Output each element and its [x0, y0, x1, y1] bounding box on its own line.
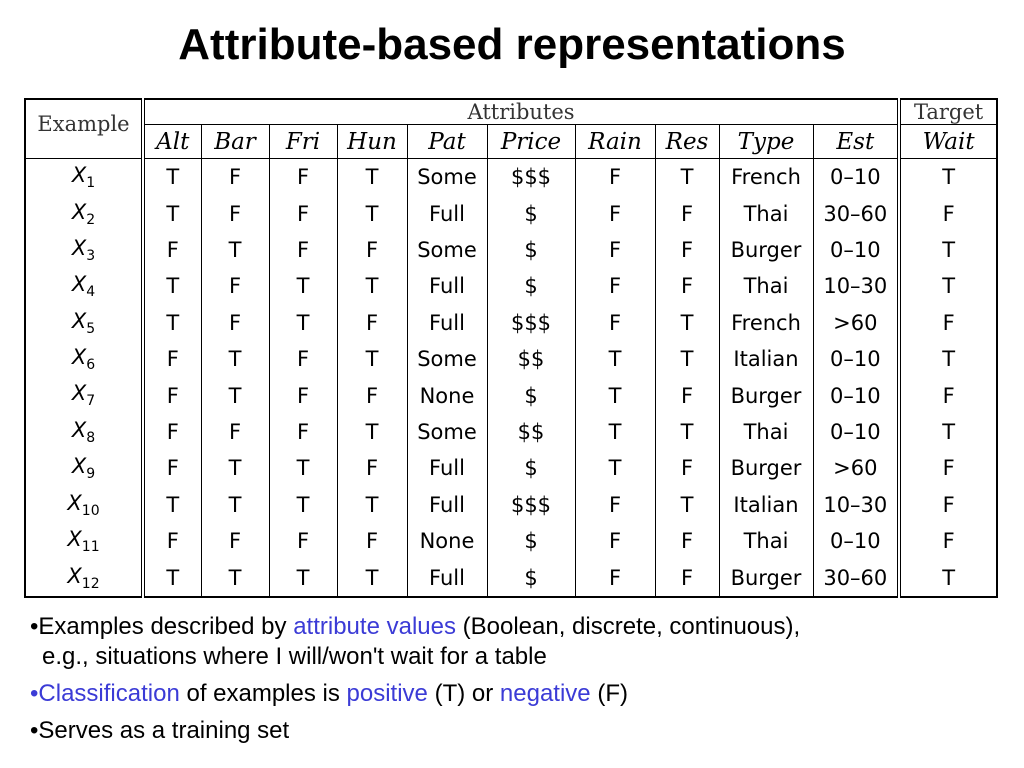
cell-alt: T	[166, 492, 180, 517]
example-label: $X_3$	[25, 232, 143, 268]
examples-table-container	[24, 98, 996, 598]
column-header-row	[25, 125, 997, 159]
cell-pat: Some	[407, 159, 487, 196]
cell-bar: F	[201, 196, 269, 232]
cell-est: 0–10	[813, 232, 899, 268]
table-row	[25, 414, 997, 450]
cell-est: 0–10	[813, 377, 899, 413]
cell-res: F	[655, 377, 719, 413]
cell-bar: F	[201, 414, 269, 450]
table-row	[25, 341, 997, 377]
cell-type: Italian	[719, 341, 813, 377]
cell-fri: T	[269, 305, 337, 341]
cell-rain: F	[575, 196, 655, 232]
cell-rain: T	[575, 377, 655, 413]
cell-res: F	[655, 232, 719, 268]
cell-rain: F	[575, 159, 655, 196]
cell-est: 30–60	[813, 559, 899, 597]
cell-hun: T	[337, 268, 407, 304]
highlight-negative: negative	[499, 680, 591, 707]
example-label: $X_1$	[25, 159, 143, 196]
cell-type: Burger	[719, 232, 813, 268]
cell-res: F	[655, 450, 719, 486]
bullet-continuation: e.g., situations where I will/won't wait for a table	[42, 643, 547, 670]
cell-est: 10–30	[813, 487, 899, 523]
cell-rain: T	[575, 414, 655, 450]
cell-res: F	[655, 559, 719, 597]
cell-hun: T	[337, 159, 407, 196]
cell-fri: F	[269, 414, 337, 450]
cell-res: T	[655, 414, 719, 450]
cell-rain: F	[575, 305, 655, 341]
cell-pat: None	[407, 523, 487, 559]
cell-type: French	[719, 305, 813, 341]
cell-alt: F	[166, 347, 179, 372]
cell-fri: F	[269, 377, 337, 413]
cell-alt: F	[166, 383, 179, 408]
cell-bar: T	[201, 450, 269, 486]
highlight-positive: positive	[346, 680, 428, 707]
examples-table	[24, 98, 998, 598]
cell-wait: T	[899, 159, 997, 196]
attributes-header: Attributes	[467, 100, 575, 124]
example-label: $X_8$	[25, 414, 143, 450]
cell-est: 0–10	[813, 523, 899, 559]
cell-rain: T	[575, 450, 655, 486]
cell-hun: T	[337, 196, 407, 232]
cell-bar: T	[201, 341, 269, 377]
cell-fri: T	[269, 450, 337, 486]
cell-res: F	[655, 523, 719, 559]
cell-alt: F	[166, 529, 179, 554]
bullet-text: (F)	[590, 680, 628, 707]
cell-type: French	[719, 159, 813, 196]
cell-fri: T	[269, 268, 337, 304]
cell-type: Thai	[719, 268, 813, 304]
cell-wait: T	[899, 341, 997, 377]
table-row	[25, 268, 997, 304]
cell-type: Burger	[719, 450, 813, 486]
example-label: $X_{11}$	[25, 523, 143, 559]
cell-pat: Full	[407, 559, 487, 597]
table-row	[25, 232, 997, 268]
bullet-marker: •	[30, 613, 39, 640]
cell-alt: T	[166, 565, 180, 590]
column-header-rain: Rain	[575, 125, 655, 159]
cell-wait: F	[899, 305, 997, 341]
cell-est: >60	[813, 305, 899, 341]
bullet-list	[30, 612, 1010, 753]
cell-rain: F	[575, 268, 655, 304]
cell-price: $$	[487, 414, 575, 450]
cell-hun: F	[337, 450, 407, 486]
cell-type: Thai	[719, 523, 813, 559]
cell-pat: Full	[407, 450, 487, 486]
column-header-fri: Fri	[269, 125, 337, 159]
cell-rain: F	[575, 559, 655, 597]
cell-bar: F	[201, 305, 269, 341]
cell-res: T	[655, 341, 719, 377]
example-label: $X_2$	[25, 196, 143, 232]
cell-alt: F	[166, 238, 179, 263]
highlight-classification: Classification	[38, 680, 180, 707]
bullet-marker: •	[30, 680, 39, 707]
cell-rain: F	[575, 232, 655, 268]
table-row	[25, 559, 997, 597]
cell-est: 0–10	[813, 159, 899, 196]
table-row	[25, 450, 997, 486]
cell-fri: T	[269, 559, 337, 597]
cell-fri: F	[269, 159, 337, 196]
cell-price: $	[487, 559, 575, 597]
cell-alt: F	[166, 419, 179, 444]
cell-rain: T	[575, 341, 655, 377]
cell-alt: T	[166, 165, 180, 190]
highlight-attribute-values: attribute values	[293, 613, 456, 640]
cell-est: 0–10	[813, 341, 899, 377]
bullet-text: (Boolean, discrete, continuous),	[455, 613, 801, 640]
cell-alt: T	[166, 310, 180, 335]
cell-hun: F	[337, 377, 407, 413]
cell-price: $	[487, 523, 575, 559]
cell-wait: F	[899, 377, 997, 413]
column-header-est: Est	[813, 125, 899, 159]
column-header-price: Price	[487, 125, 575, 159]
cell-wait: T	[899, 414, 997, 450]
bullet-marker: •	[30, 717, 39, 744]
cell-fri: F	[269, 523, 337, 559]
cell-price: $$$	[487, 487, 575, 523]
cell-bar: F	[201, 523, 269, 559]
cell-alt: T	[166, 274, 180, 299]
bullet-text: (T) or	[427, 680, 500, 707]
cell-pat: Some	[407, 232, 487, 268]
cell-alt: F	[166, 456, 179, 481]
cell-wait: T	[899, 559, 997, 597]
cell-pat: Some	[407, 414, 487, 450]
cell-hun: T	[337, 487, 407, 523]
cell-pat: Full	[407, 196, 487, 232]
cell-hun: F	[337, 232, 407, 268]
cell-bar: T	[201, 559, 269, 597]
bullet-text: of examples is	[179, 680, 347, 707]
cell-est: 0–10	[813, 414, 899, 450]
bullet-text: Examples described by	[38, 613, 294, 640]
example-label: $X_{10}$	[25, 487, 143, 523]
bullet-item-1	[30, 612, 1010, 672]
bullet-text: Serves as a training set	[38, 717, 290, 744]
table-row	[25, 196, 997, 232]
cell-fri: F	[269, 196, 337, 232]
table-row	[25, 523, 997, 559]
cell-wait: T	[899, 268, 997, 304]
cell-wait: T	[899, 232, 997, 268]
column-header-pat: Pat	[407, 125, 487, 159]
cell-fri: T	[269, 487, 337, 523]
example-label: $X_7$	[25, 377, 143, 413]
cell-bar: F	[201, 268, 269, 304]
cell-price: $	[487, 377, 575, 413]
cell-hun: F	[337, 523, 407, 559]
cell-wait: F	[899, 487, 997, 523]
cell-price: $$	[487, 341, 575, 377]
cell-res: F	[655, 196, 719, 232]
cell-hun: T	[337, 341, 407, 377]
cell-price: $$$	[487, 159, 575, 196]
table-header-row	[25, 99, 997, 125]
cell-rain: F	[575, 487, 655, 523]
cell-est: 30–60	[813, 196, 899, 232]
cell-type: Thai	[719, 414, 813, 450]
cell-type: Burger	[719, 559, 813, 597]
cell-price: $	[487, 450, 575, 486]
cell-type: Burger	[719, 377, 813, 413]
bullet-item-3	[30, 716, 1010, 746]
cell-wait: F	[899, 196, 997, 232]
cell-res: T	[655, 159, 719, 196]
cell-res: T	[655, 305, 719, 341]
example-label: $X_4$	[25, 268, 143, 304]
column-header-type: Type	[719, 125, 813, 159]
cell-type: Italian	[719, 487, 813, 523]
example-label: $X_6$	[25, 341, 143, 377]
example-label: $X_5$	[25, 305, 143, 341]
cell-bar: T	[201, 232, 269, 268]
column-header-wait: Wait	[899, 125, 997, 159]
table-row	[25, 159, 997, 196]
table-body	[25, 159, 997, 598]
cell-hun: T	[337, 414, 407, 450]
table-row	[25, 305, 997, 341]
example-header: Example	[25, 99, 143, 159]
cell-wait: F	[899, 450, 997, 486]
cell-wait: F	[899, 523, 997, 559]
cell-est: 10–30	[813, 268, 899, 304]
cell-price: $$$	[487, 305, 575, 341]
cell-alt: T	[166, 201, 180, 226]
cell-pat: Some	[407, 341, 487, 377]
table-row	[25, 377, 997, 413]
cell-bar: T	[201, 487, 269, 523]
cell-pat: None	[407, 377, 487, 413]
cell-rain: F	[575, 523, 655, 559]
target-header: Target	[899, 99, 997, 125]
column-header-bar: Bar	[201, 125, 269, 159]
cell-est: >60	[813, 450, 899, 486]
cell-price: $	[487, 232, 575, 268]
cell-pat: Full	[407, 268, 487, 304]
cell-bar: F	[201, 159, 269, 196]
cell-res: T	[655, 487, 719, 523]
slide-title: Attribute-based representations	[178, 20, 846, 69]
bullet-item-2	[30, 679, 1010, 709]
example-label: $X_{12}$	[25, 559, 143, 597]
cell-type: Thai	[719, 196, 813, 232]
column-header-alt: Alt	[143, 125, 201, 159]
example-label: $X_9$	[25, 450, 143, 486]
cell-hun: F	[337, 305, 407, 341]
cell-res: F	[655, 268, 719, 304]
column-header-res: Res	[655, 125, 719, 159]
cell-price: $	[487, 268, 575, 304]
cell-fri: F	[269, 341, 337, 377]
cell-bar: T	[201, 377, 269, 413]
cell-pat: Full	[407, 305, 487, 341]
cell-price: $	[487, 196, 575, 232]
column-header-hun: Hun	[337, 125, 407, 159]
cell-fri: F	[269, 232, 337, 268]
table-row	[25, 487, 997, 523]
cell-hun: T	[337, 559, 407, 597]
cell-pat: Full	[407, 487, 487, 523]
